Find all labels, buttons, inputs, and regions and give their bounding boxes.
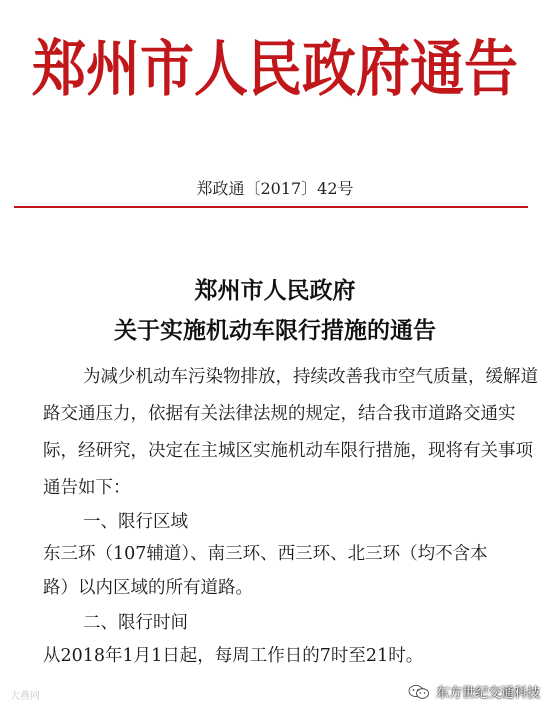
header-divider — [14, 206, 528, 208]
watermark-right — [408, 682, 540, 701]
document-number: 郑政通〔2017〕42号 — [196, 179, 354, 198]
watermark-right-text: 东方世纪交通科技 — [435, 686, 540, 701]
body-line: 从2018年1月1日起，每周工作日的7时至21时。 — [43, 646, 424, 666]
section-heading-zone: 一、限行区域 — [83, 512, 188, 532]
notice-title-line-1: 郑州市人民政府 — [194, 277, 356, 304]
body-line: 为减少机动车污染物排放，持续改善我市空气质量，缓解道 — [83, 367, 538, 387]
body-line: 路交通压力，依据有关法律法规的规定，结合我市道路交通实 — [43, 404, 516, 424]
body-line: 际，经研究，决定在主城区实施机动车限行措施，现将有关事项 — [43, 441, 533, 461]
watermark-left: 大燕网 — [10, 691, 40, 702]
body-line: 通告如下： — [43, 478, 131, 498]
body-line: 东三环（107辅道）、南三环、西三环、北三环（均不含本 — [43, 544, 488, 564]
notice-header-title: 郑州市人民政府通告 — [32, 32, 518, 104]
wechat-icon — [408, 684, 430, 700]
notice-title-line-2: 关于实施机动车限行措施的通告 — [114, 317, 436, 344]
section-heading-time: 二、限行时间 — [83, 613, 188, 633]
body-line: 路）以内区域的所有道路。 — [43, 578, 253, 598]
